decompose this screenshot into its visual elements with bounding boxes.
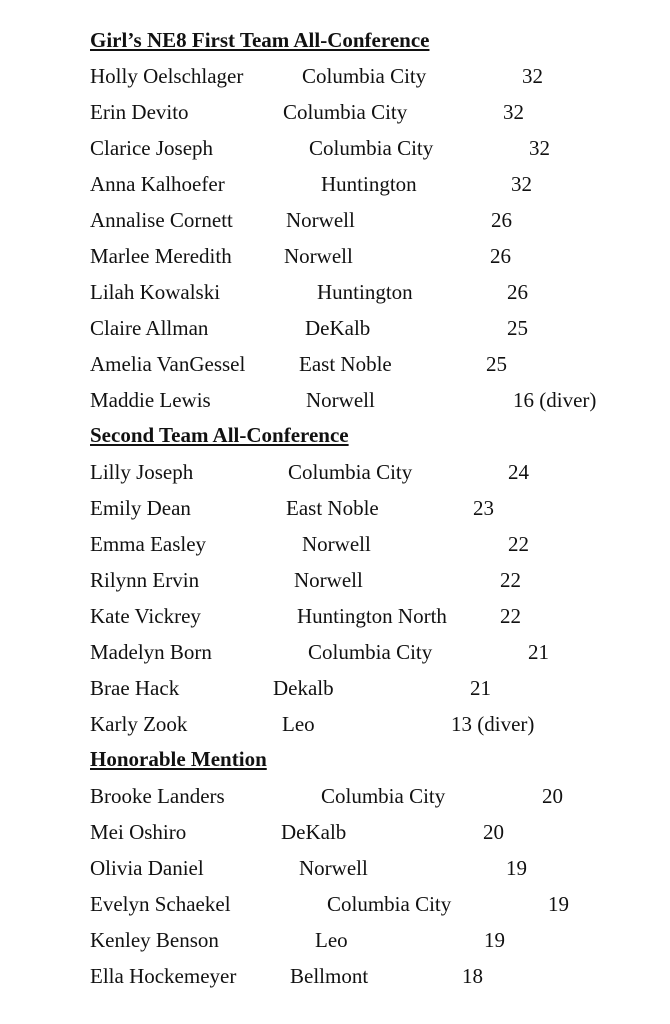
section-heading-second-team: Second Team All-Conference xyxy=(90,423,349,447)
table-row xyxy=(0,244,670,272)
score: 25 xyxy=(486,352,507,376)
school-name: Columbia City xyxy=(283,100,408,124)
school-name: Huntington North xyxy=(297,604,447,628)
school-name: Bellmont xyxy=(290,964,369,988)
school-name: Norwell xyxy=(302,532,371,556)
score: 22 xyxy=(500,568,521,592)
school-name: Huntington xyxy=(317,280,413,304)
table-row xyxy=(0,784,670,812)
school-name: Norwell xyxy=(306,388,375,412)
table-row xyxy=(0,568,670,596)
score: 25 xyxy=(507,316,528,340)
table-row xyxy=(0,280,670,308)
table-row xyxy=(0,532,670,560)
score: 19 xyxy=(484,928,505,952)
table-row xyxy=(0,208,670,236)
athlete-name: Marlee Meredith xyxy=(90,244,232,268)
score: 26 xyxy=(507,280,528,304)
score: 32 xyxy=(522,64,543,88)
score: 18 xyxy=(462,964,483,988)
athlete-name: Olivia Daniel xyxy=(90,856,204,880)
school-name: Norwell xyxy=(299,856,368,880)
score: 22 xyxy=(508,532,529,556)
table-row xyxy=(0,352,670,380)
athlete-name: Evelyn Schaekel xyxy=(90,892,231,916)
athlete-name: Ella Hockemeyer xyxy=(90,964,237,988)
school-name: Columbia City xyxy=(308,640,433,664)
table-row xyxy=(0,712,670,740)
school-name: Norwell xyxy=(294,568,363,592)
athlete-name: Annalise Cornett xyxy=(90,208,233,232)
score: 32 xyxy=(503,100,524,124)
table-row xyxy=(0,820,670,848)
school-name: Columbia City xyxy=(321,784,446,808)
athlete-name: Kenley Benson xyxy=(90,928,219,952)
athlete-name: Karly Zook xyxy=(90,712,188,736)
score: 26 xyxy=(490,244,511,268)
athlete-name: Maddie Lewis xyxy=(90,388,211,412)
school-name: Columbia City xyxy=(327,892,452,916)
score: 32 xyxy=(529,136,550,160)
athlete-name: Clarice Joseph xyxy=(90,136,214,160)
score: 22 xyxy=(500,604,521,628)
athlete-name: Holly Oelschlager xyxy=(90,64,244,88)
table-row xyxy=(0,100,670,128)
school-name: DeKalb xyxy=(305,316,371,340)
school-name: Columbia City xyxy=(302,64,427,88)
score: 23 xyxy=(473,496,494,520)
athlete-name: Brooke Landers xyxy=(90,784,225,808)
table-row xyxy=(0,928,670,956)
score: 26 xyxy=(491,208,512,232)
table-row xyxy=(0,856,670,884)
school-name: East Noble xyxy=(299,352,392,376)
section-heading-first-team: Girl’s NE8 First Team All-Conference xyxy=(90,28,430,52)
school-name: Norwell xyxy=(284,244,353,268)
score: 21 xyxy=(528,640,549,664)
athlete-name: Emily Dean xyxy=(90,496,191,520)
section-heading-honorable-mention: Honorable Mention xyxy=(90,747,267,771)
table-row xyxy=(0,460,670,488)
score: 13 (diver) xyxy=(451,712,535,736)
table-row xyxy=(0,604,670,632)
table-row xyxy=(0,136,670,164)
athlete-name: Mei Oshiro xyxy=(90,820,187,844)
athlete-name: Amelia VanGessel xyxy=(90,352,246,376)
score: 32 xyxy=(511,172,532,196)
athlete-name: Lilah Kowalski xyxy=(90,280,221,304)
score: 19 xyxy=(548,892,569,916)
athlete-name: Claire Allman xyxy=(90,316,209,340)
table-row xyxy=(0,172,670,200)
athlete-name: Rilynn Ervin xyxy=(90,568,200,592)
school-name: Norwell xyxy=(286,208,355,232)
table-row xyxy=(0,892,670,920)
athlete-name: Anna Kalhoefer xyxy=(90,172,225,196)
table-row xyxy=(0,316,670,344)
school-name: DeKalb xyxy=(281,820,347,844)
athlete-name: Kate Vickrey xyxy=(90,604,201,628)
school-name: Leo xyxy=(282,712,315,736)
score: 19 xyxy=(506,856,527,880)
school-name: Columbia City xyxy=(288,460,413,484)
table-row xyxy=(0,964,670,992)
athlete-name: Lilly Joseph xyxy=(90,460,194,484)
athlete-name: Emma Easley xyxy=(90,532,207,556)
school-name: Columbia City xyxy=(309,136,434,160)
school-name: Leo xyxy=(315,928,348,952)
school-name: East Noble xyxy=(286,496,379,520)
table-row xyxy=(0,496,670,524)
athlete-name: Brae Hack xyxy=(90,676,180,700)
school-name: Huntington xyxy=(321,172,417,196)
school-name: Dekalb xyxy=(273,676,334,700)
athlete-name: Madelyn Born xyxy=(90,640,212,664)
table-row xyxy=(0,388,670,416)
score: 20 xyxy=(542,784,563,808)
score: 16 (diver) xyxy=(513,388,597,412)
table-row xyxy=(0,64,670,92)
score: 21 xyxy=(470,676,491,700)
score: 20 xyxy=(483,820,504,844)
score: 24 xyxy=(508,460,529,484)
athlete-name: Erin Devito xyxy=(90,100,189,124)
table-row xyxy=(0,676,670,704)
table-row xyxy=(0,640,670,668)
